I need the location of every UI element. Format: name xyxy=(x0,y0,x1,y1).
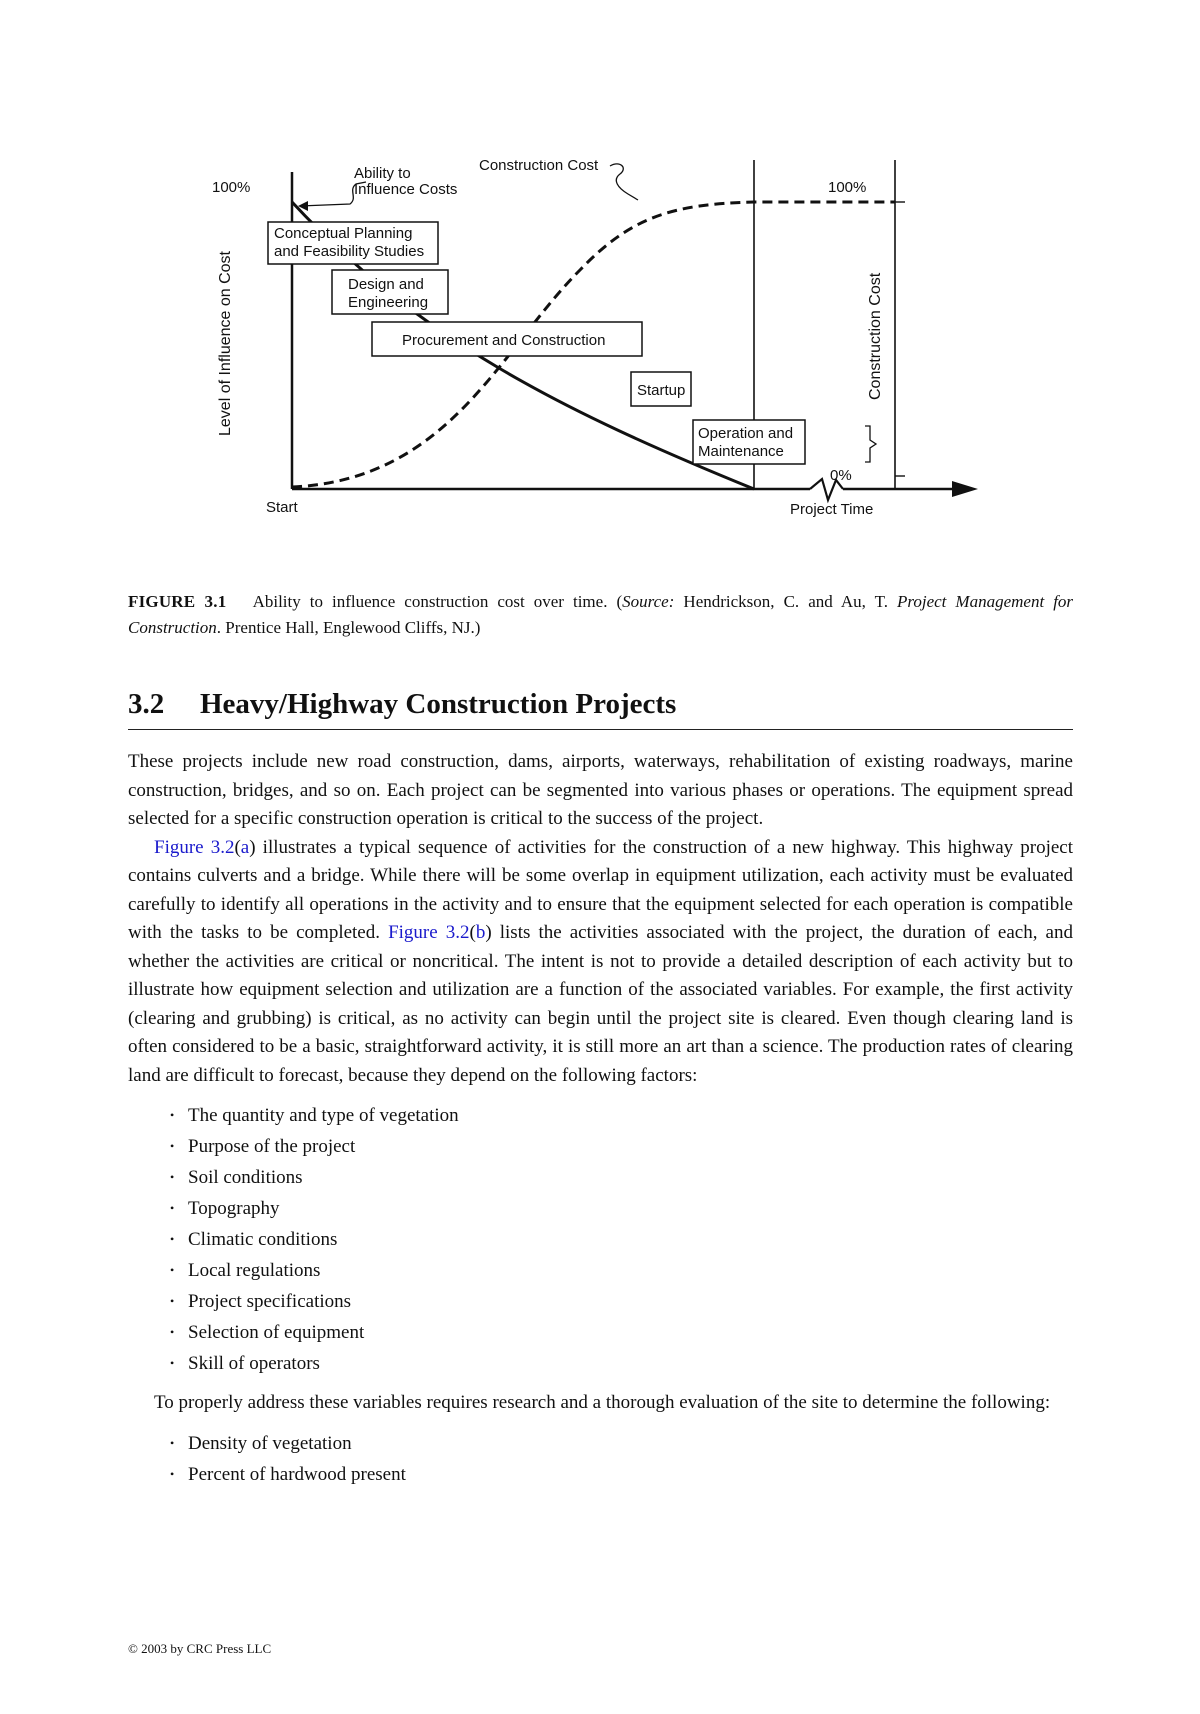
figure-diagram xyxy=(200,160,1000,580)
ability-label-line1: Ability to xyxy=(354,165,411,182)
list-item: • Climatic conditions xyxy=(170,1224,1073,1255)
phase1-line2: and Feasibility Studies xyxy=(274,243,425,260)
maintenance-brace xyxy=(865,426,876,462)
section-title: Heavy/Highway Construction Projects xyxy=(200,688,677,720)
figure-link-b[interactable]: b xyxy=(475,922,486,943)
y-axis-label: Level of Influence on Cost xyxy=(217,250,234,436)
caption-source-text: Hendrickson, C. and Au, T. xyxy=(674,592,897,611)
list-item: • Skill of operators xyxy=(170,1348,1073,1379)
phase2-line1: Design and xyxy=(348,276,424,293)
right-bottom-pct: 0% xyxy=(830,467,852,484)
list-item: • Local regulations xyxy=(170,1255,1073,1286)
phase4-label: Startup xyxy=(637,382,686,399)
x-end-label: Project Time xyxy=(790,501,874,518)
paragraph-2-part-2: lists the activities associated with the project, the duration of each, and whether the activities are critical or noncritical. The intent is not to provide a detailed description of each activity but to illustrate how equipment selection and utilization are a function of the associated variables. For example, the first activity (clearing and grubbing) is critical, as no activity can begin until the project site is cleared. Even though clearing land is often considered to be a basic, straightforward activity, it is still more an art than a science. The production rates of clearing land are difficult to forecast, because they depend on the following factors: xyxy=(128,922,1073,1086)
time-axis-arrow xyxy=(952,481,978,497)
list-item: • Percent of hardwood present xyxy=(170,1459,1073,1490)
phase1-line1: Conceptual Planning xyxy=(274,225,413,242)
figure-link-a[interactable]: a xyxy=(240,836,250,858)
list-item: • Project specifications xyxy=(170,1286,1073,1317)
paragraph-2 xyxy=(128,834,1073,1091)
caption-book-title: Project Management for Construction xyxy=(128,592,1074,637)
phase5-line2: Maintenance xyxy=(698,443,784,460)
site-items-list xyxy=(128,1428,1073,1490)
left-top-pct: 100% xyxy=(212,179,251,196)
phase2-line2: Engineering xyxy=(348,294,429,311)
right-top-pct: 100% xyxy=(828,179,867,196)
section-number: 3.2 xyxy=(128,688,165,720)
figure-caption xyxy=(128,589,1073,641)
p2-b-close: ) xyxy=(485,922,492,943)
influence-cost-figure xyxy=(200,160,1000,580)
paragraph-3: To properly address these variables requires research and a thorough evaluation of the site to determine the following: xyxy=(154,1392,1051,1413)
p2-b-open: ( xyxy=(469,922,476,943)
caption-label: FIGURE 3.1 xyxy=(128,592,227,611)
copyright-footer: © 2003 by CRC Press LLC xyxy=(128,1641,272,1656)
factors-list xyxy=(128,1100,1073,1379)
phase3-label: Procurement and Construction xyxy=(402,332,606,349)
list-item: • Selection of equipment xyxy=(170,1317,1073,1348)
list-item: • Purpose of the project xyxy=(170,1131,1073,1162)
list-item: • Soil conditions xyxy=(170,1162,1073,1193)
x-start-label: Start xyxy=(266,499,298,516)
list-item: • Density of vegetation xyxy=(170,1428,1073,1459)
figure-link-3-2a[interactable]: Figure 3.2 xyxy=(154,836,235,858)
y2-axis-label: Construction Cost xyxy=(867,272,884,400)
section-heading xyxy=(128,688,1073,730)
ability-label-line2: Influence Costs xyxy=(354,181,458,198)
construction-cost-label: Construction Cost xyxy=(479,160,599,174)
figure-link-3-2b[interactable]: Figure 3.2 xyxy=(388,922,470,943)
paragraph-2-part-1: illustrates a typical sequence of activities for the construction of a new highway. This highway project contains culverts and a bridge. While there will be some overlap in equipment utilization, each activity must be evaluated carefully to identify all operations in the activity and to ensure that the equipment selected for each operation is compatible with the tasks to be completed. xyxy=(128,836,1074,943)
list-item: • The quantity and type of vegetation xyxy=(170,1100,1073,1131)
p2-a-open: ( xyxy=(234,836,241,858)
caption-source-label: Source: xyxy=(622,592,675,611)
list-item: • Topography xyxy=(170,1193,1073,1224)
body-text xyxy=(128,748,1073,1500)
phase5-line1: Operation and xyxy=(698,425,794,442)
paragraph-1: These projects include new road construction, dams, airports, waterways, rehabilitation of existing roadways, marine construction, bridges, and so on. Each project can be segmented into various phases or operations. The equipment spread selected for a specific construction operation is critical to the success of the project. xyxy=(128,751,1073,829)
caption-text: Ability to influence construction cost over time. ( xyxy=(252,592,623,611)
p2-a-close: ) xyxy=(249,836,256,858)
caption-publisher: . Prentice Hall, Englewood Cliffs, NJ.) xyxy=(216,618,481,637)
cost-leader xyxy=(610,164,638,200)
